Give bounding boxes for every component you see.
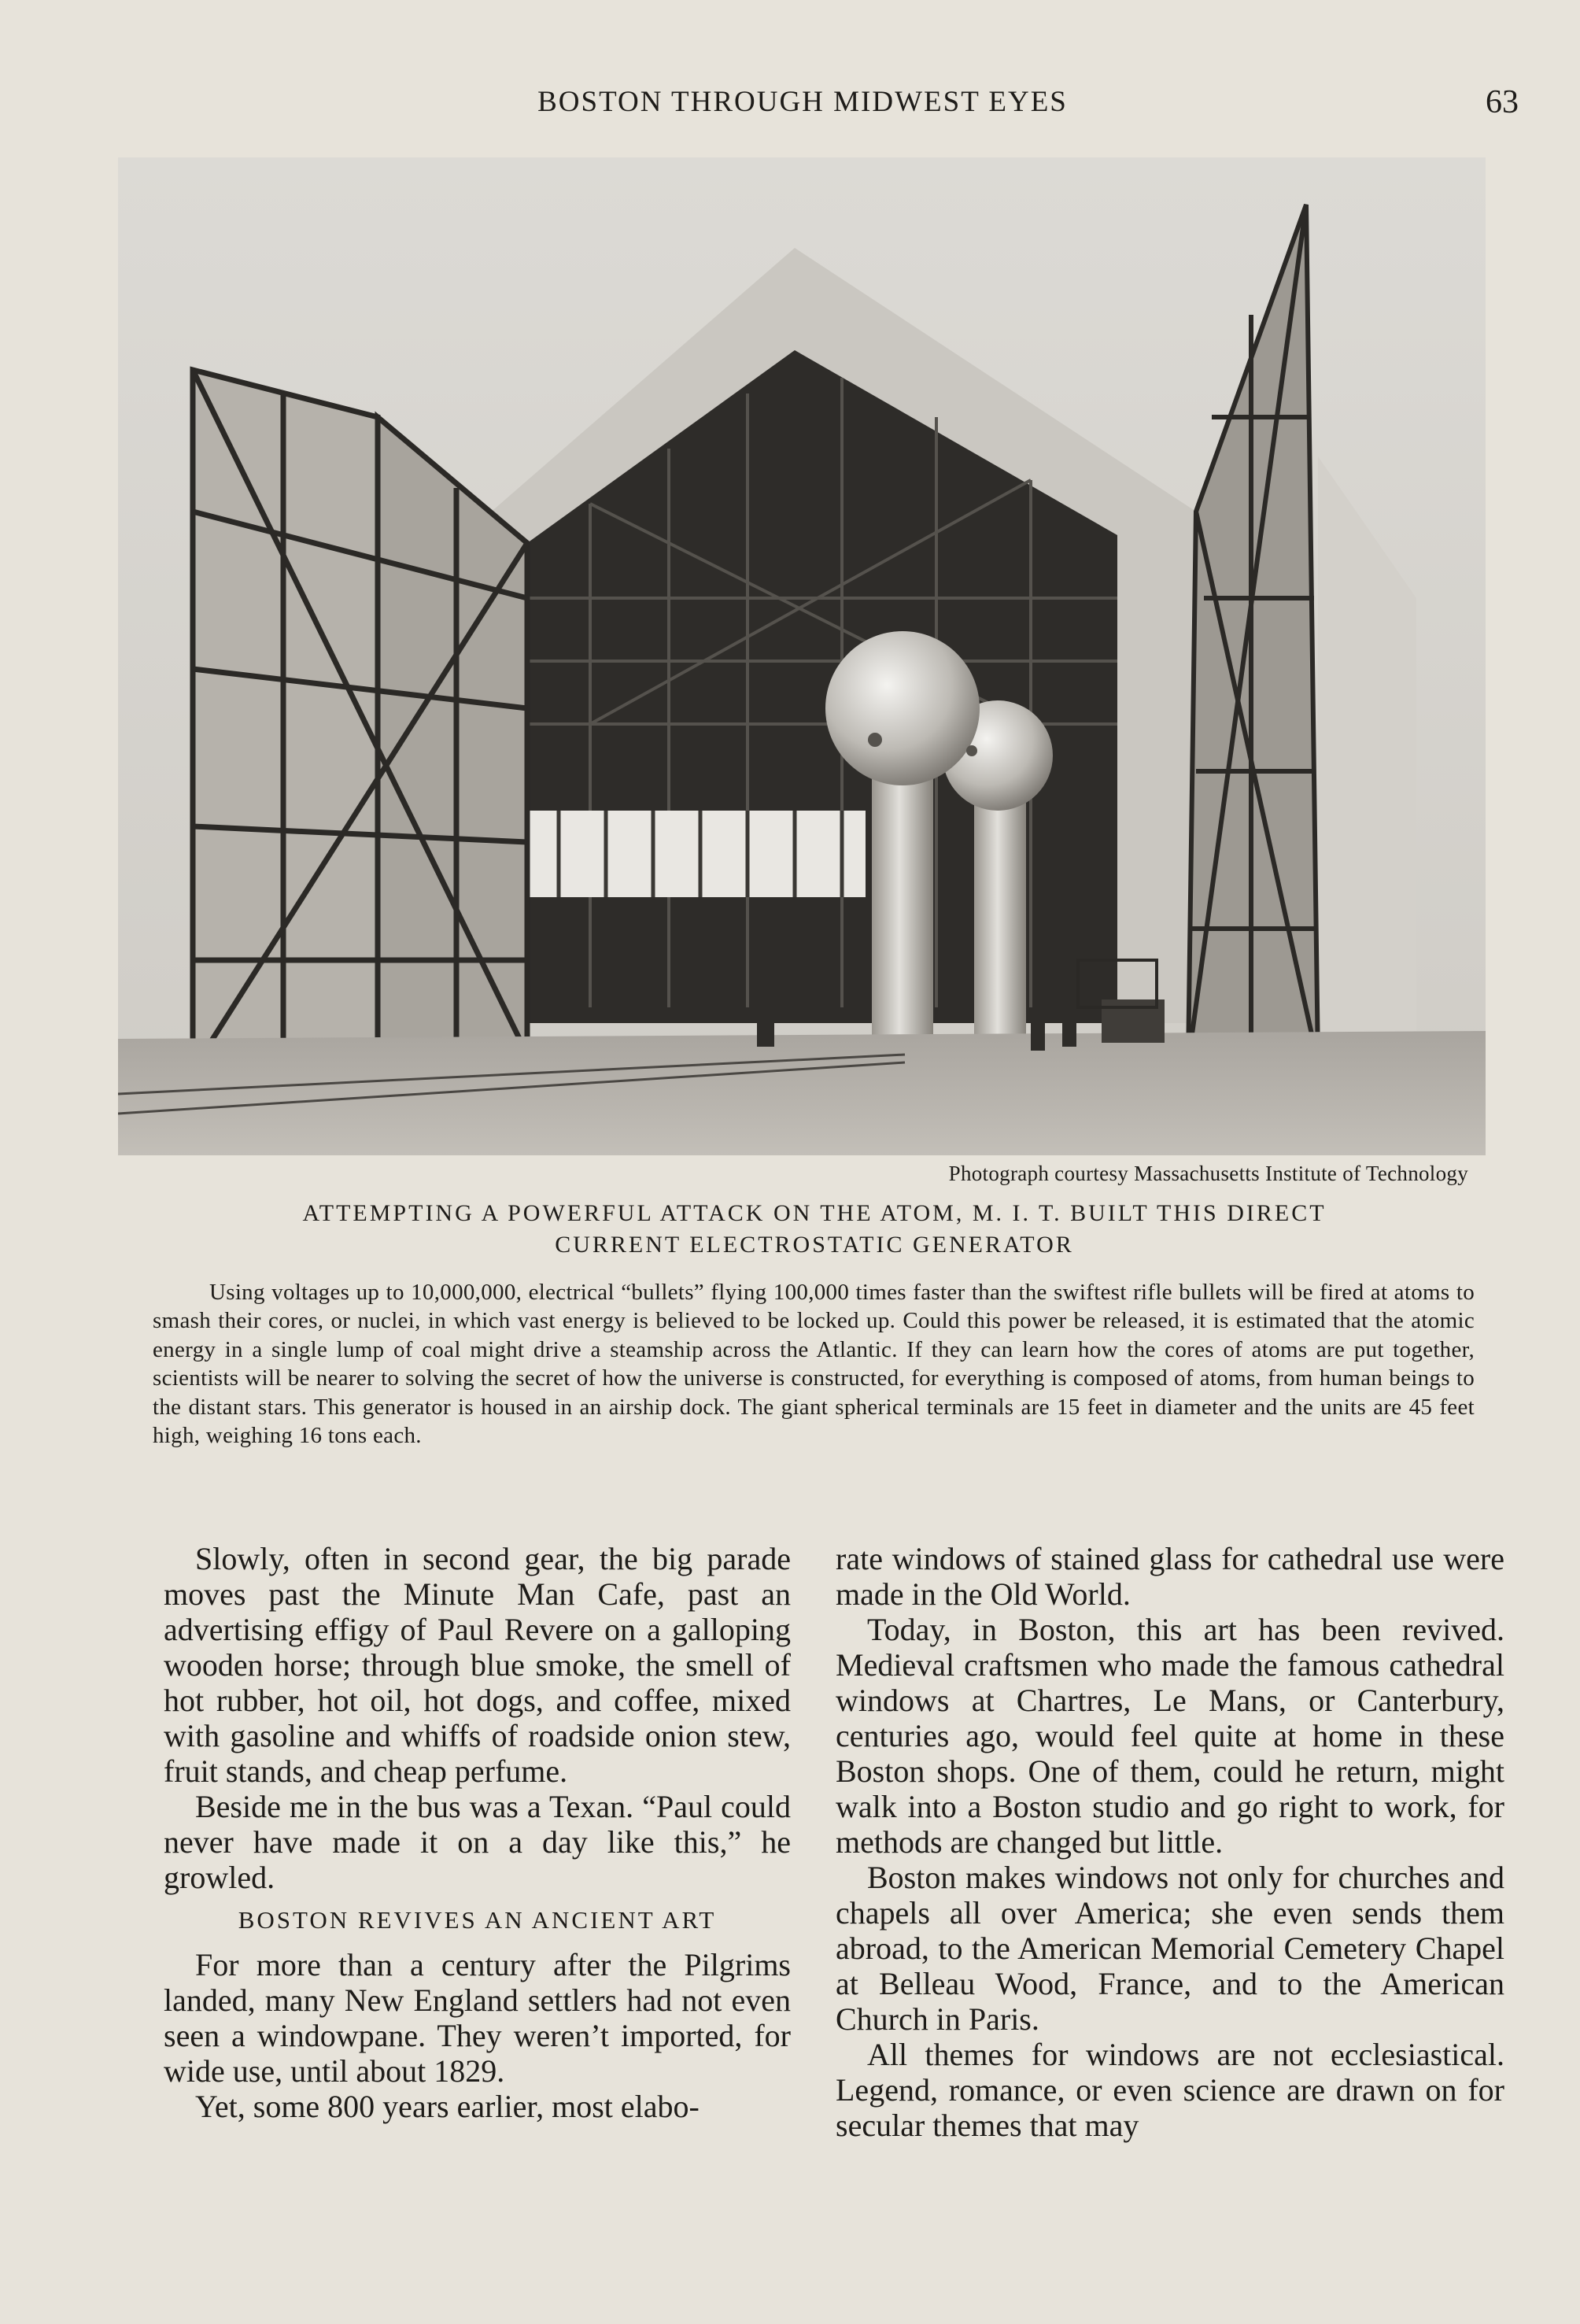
section-heading: BOSTON REVIVES AN ANCIENT ART bbox=[238, 1906, 717, 1934]
figure-caption: Using voltages up to 10,000,000, electrical “bullets” flying 100,000 times faster than the swiftest rifle bullets will be fired at atoms to smash their cores, or nuclei, in which vast energy is believed to be locked up. Could this power be released, it is estimated that the atomic energy in a single lump of coal might drive a steamship across the Atlantic. If they can learn how the cores of atoms are put together, scientists will be nearer to solving the secret of how the universe is constructed, for everything is composed of atoms, from human beings to the distant stars. This generator is housed in an airship dock. The giant spherical terminals are 15 feet in diameter and the units are 45 feet high, weighing 16 tons each. bbox=[153, 1280, 1475, 1449]
right-column bbox=[836, 1541, 1504, 2143]
left-column bbox=[164, 1541, 791, 2124]
hangar-illustration bbox=[118, 157, 1486, 1155]
paragraph: Yet, some 800 years earlier, most elabo- bbox=[195, 2089, 700, 2124]
paragraph: Boston makes windows not only for churches and chapels all over America; she even sends them abroad, to the American Memorial Cemetery Chapel at Belleau Wood, France, and to the American Church in Paris. bbox=[836, 1860, 1504, 2037]
figure-title bbox=[142, 1198, 1487, 1261]
page-number: 63 bbox=[1486, 84, 1519, 120]
figure-title-line-1: ATTEMPTING A POWERFUL ATTACK ON THE ATOM, M. I. T. BUILT THIS DIRECT bbox=[302, 1200, 1327, 1226]
paragraph: Slowly, often in second gear, the big parade moves past the Minute Man Cafe, past an advertising effigy of Paul Revere on a galloping wooden horse; through blue smoke, the smell of hot rubber, hot oil, hot dogs, and coffee, mixed with gasoline and whiffs of roadside onion stew, fruit stands, and cheap perfume. bbox=[164, 1541, 791, 1789]
running-head: BOSTON THROUGH MIDWEST EYES bbox=[537, 86, 1068, 118]
paragraph: rate windows of stained glass for cathedral use were made in the Old World. bbox=[836, 1541, 1504, 1612]
paragraph: Beside me in the bus was a Texan. “Paul could never have made it on a day like this,” he growled. bbox=[164, 1789, 791, 1895]
paragraph: Today, in Boston, this art has been revived. Medieval craftsmen who made the famous cathedral windows at Chartres, Le Mans, or Canterbury, centuries ago, would feel quite at home in these Boston shops. One of them, could he return, might walk into a Boston studio and go right to work, for methods are changed but little. bbox=[836, 1612, 1504, 1860]
photo-credit: Photograph courtesy Massachusetts Institute of Technology bbox=[948, 1162, 1468, 1185]
figure-title-line-2: CURRENT ELECTROSTATIC GENERATOR bbox=[555, 1232, 1074, 1258]
generator-photograph bbox=[118, 157, 1486, 1155]
paragraph: For more than a century after the Pilgrims landed, many New England settlers had not even seen a windowpane. They weren’t imported, for wide use, until about 1829. bbox=[164, 1947, 791, 2089]
paragraph: All themes for windows are not ecclesiastical. Legend, romance, or even science are drawn on for secular themes that may bbox=[836, 2037, 1504, 2143]
